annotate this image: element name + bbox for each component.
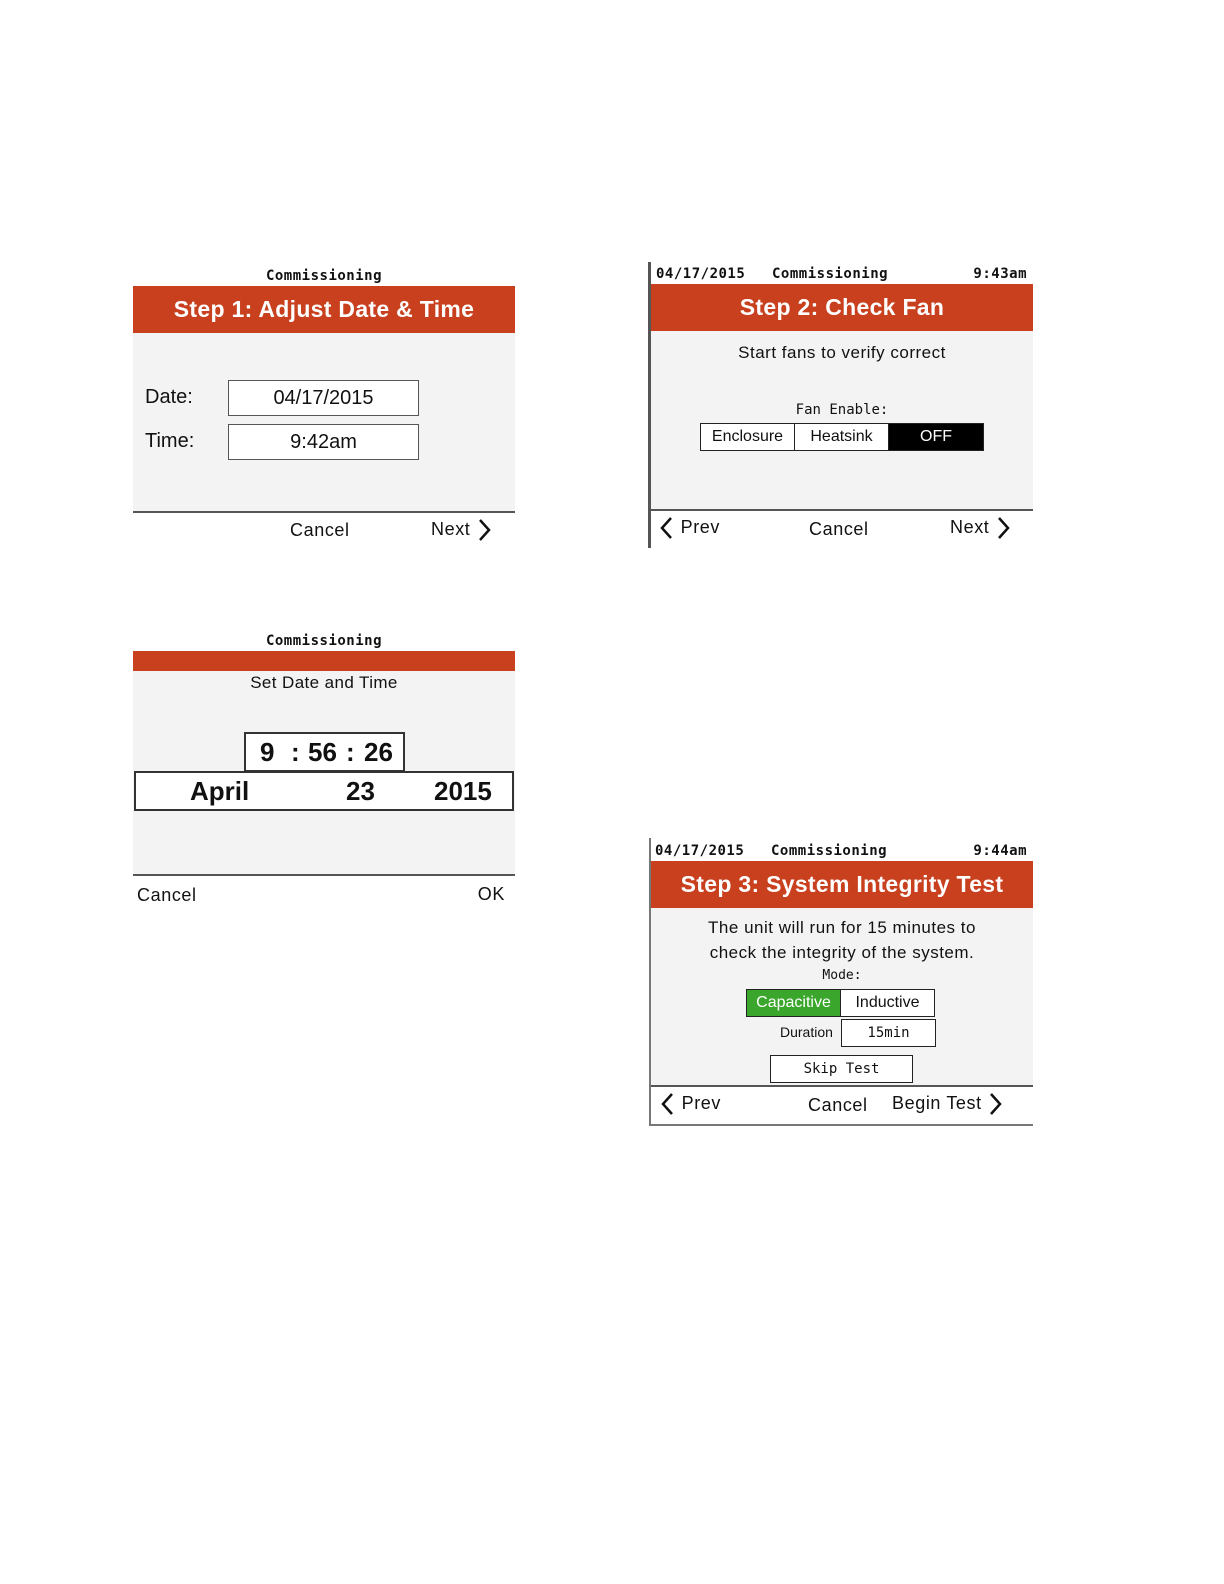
- header-title: Commissioning: [265, 268, 383, 284]
- step2-divider: [651, 509, 1033, 511]
- chevron-left-icon: [659, 516, 675, 540]
- status-date: 04/17/2015: [655, 843, 745, 859]
- next-button[interactable]: [431, 518, 492, 542]
- step1-status-bar: [133, 266, 515, 288]
- time-label: Time:: [145, 430, 195, 452]
- prev-label: Prev: [681, 1092, 722, 1113]
- cancel-button[interactable]: Cancel: [808, 1095, 868, 1115]
- step2-body: [651, 331, 1033, 509]
- step3-title: Step 3: System Integrity Test: [651, 861, 1033, 908]
- status-date: 04/17/2015: [656, 266, 746, 282]
- step2-title: Step 2: Check Fan: [651, 284, 1033, 331]
- chevron-left-icon: [660, 1092, 676, 1116]
- chevron-right-icon: [987, 1092, 1003, 1116]
- header-title: Commissioning: [265, 633, 383, 649]
- set-date-status-bar: [133, 631, 515, 653]
- step1-screen: [133, 262, 515, 552]
- date-label: Date:: [145, 386, 193, 408]
- step1-title: Step 1: Adjust Date & Time: [133, 286, 515, 333]
- year-value[interactable]: 2015: [434, 776, 492, 806]
- cancel-button[interactable]: Cancel: [809, 519, 869, 539]
- set-date-divider: [133, 874, 515, 876]
- date-spinner[interactable]: [134, 771, 514, 811]
- begin-test-button[interactable]: [892, 1092, 1003, 1116]
- time-spinner[interactable]: [244, 732, 405, 772]
- next-button[interactable]: [950, 516, 1011, 540]
- mode-selector: [746, 989, 935, 1017]
- month-value[interactable]: April: [190, 776, 250, 806]
- chevron-right-icon: [476, 518, 492, 542]
- prev-button[interactable]: [660, 1092, 721, 1116]
- description-line-2: check the integrity of the system.: [709, 943, 975, 962]
- mode-option-capacitive[interactable]: Capacitive: [747, 990, 841, 1016]
- cancel-button[interactable]: Cancel: [290, 520, 350, 540]
- step3-bottom-border: [649, 1124, 1033, 1126]
- header-title: Commissioning: [772, 266, 889, 282]
- mode-label: Mode:: [822, 968, 862, 983]
- skip-test-button[interactable]: Skip Test: [770, 1055, 913, 1083]
- next-label: Next: [431, 518, 471, 539]
- time-separator: :: [346, 737, 355, 767]
- obscured-title-bar: [133, 651, 515, 671]
- time-field[interactable]: 9:42am: [228, 424, 419, 460]
- step3-body: [651, 908, 1033, 1085]
- header-title: Commissioning: [771, 843, 888, 859]
- cancel-button[interactable]: Cancel: [137, 885, 197, 905]
- step3-screen: [649, 838, 1033, 1128]
- fan-option-off[interactable]: OFF: [889, 424, 983, 450]
- status-time: 9:43am: [973, 266, 1027, 282]
- prev-button[interactable]: [659, 516, 720, 540]
- duration-label: Duration: [780, 1024, 833, 1040]
- step3-status-bar: [649, 841, 1033, 863]
- begin-test-label: Begin Test: [892, 1092, 982, 1113]
- step3-divider: [651, 1085, 1033, 1087]
- dialog-title: Set Date and Time: [250, 673, 398, 692]
- time-separator: :: [291, 737, 300, 767]
- instruction-text: Start fans to verify correct: [738, 343, 946, 362]
- step2-status-bar: [648, 264, 1033, 286]
- minute-value[interactable]: 56: [308, 737, 337, 767]
- fan-enable-label: Fan Enable:: [795, 402, 889, 418]
- day-value[interactable]: 23: [346, 776, 375, 806]
- chevron-right-icon: [995, 516, 1011, 540]
- ok-button[interactable]: OK: [477, 884, 505, 904]
- fan-option-heatsink[interactable]: Heatsink: [795, 424, 889, 450]
- step1-divider: [133, 511, 515, 513]
- fan-enable-selector: [700, 423, 984, 451]
- next-label: Next: [950, 516, 990, 537]
- duration-field[interactable]: 15min: [841, 1019, 936, 1047]
- second-value[interactable]: 26: [364, 737, 393, 767]
- description-line-1: The unit will run for 15 minutes to: [708, 918, 976, 937]
- prev-label: Prev: [680, 516, 721, 537]
- fan-option-enclosure[interactable]: Enclosure: [701, 424, 795, 450]
- status-time: 9:44am: [973, 843, 1027, 859]
- set-date-dialog: [133, 671, 515, 874]
- hour-value[interactable]: 9: [260, 737, 275, 767]
- set-date-screen: [133, 627, 515, 912]
- mode-option-inductive[interactable]: Inductive: [855, 994, 920, 1011]
- date-field[interactable]: 04/17/2015: [228, 380, 419, 416]
- step1-body: [133, 333, 515, 511]
- step2-screen: [648, 262, 1033, 550]
